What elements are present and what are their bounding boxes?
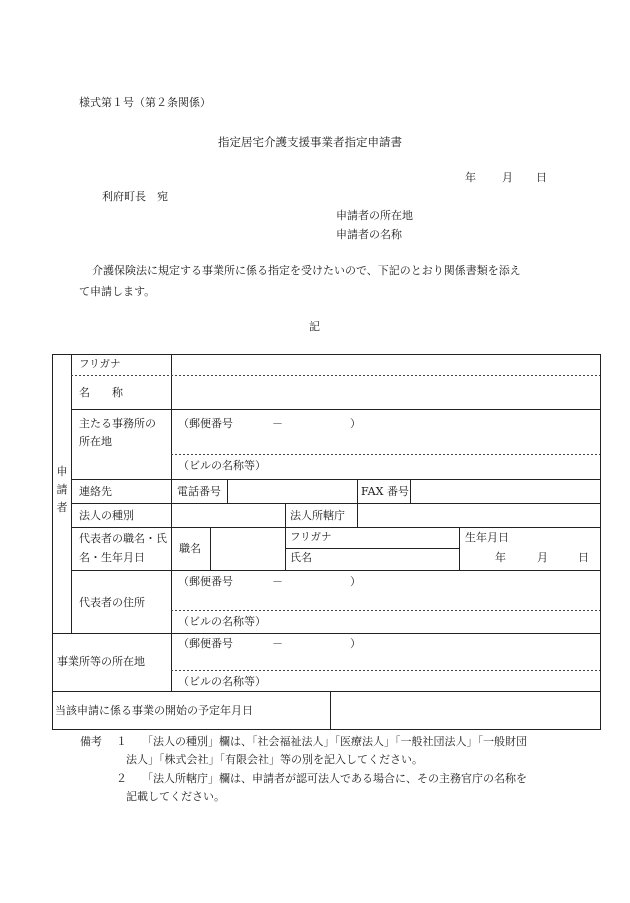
main-office-postal-dash: － [272,417,283,430]
corp-type-label: 法人の種別 [79,509,134,522]
office-building-label: （ビルの名称等） [178,675,266,688]
position-field[interactable] [211,528,285,570]
applicant-address-label: 申請者の所在地 [336,209,413,222]
applicant-name-label: 申請者の名称 [336,228,402,241]
office-address-label: 事業所等の所在地 [57,655,145,668]
name-label: 名 称 [79,386,123,399]
note-1-number: １ [116,735,127,748]
rep-address-field[interactable] [172,571,600,633]
corp-authority-field[interactable] [358,504,600,527]
position-label: 職名 [179,542,201,555]
main-office-label-1: 主たる事務所の [79,417,156,430]
rep-furigana-label: フリガナ [290,531,332,543]
note-2-line2: 記載してください。 [126,790,225,803]
office-address-field[interactable] [172,634,600,691]
rep-postal-close: ） [350,575,361,588]
birth-year-label: 年 [495,551,506,564]
ki-heading: 記 [309,320,320,333]
rep-address-label: 代表者の住所 [79,596,145,609]
office-postal-label: （郵便番号 [178,637,233,650]
side-char-1: 申 [56,465,68,478]
contact-label: 連絡先 [79,485,112,498]
office-postal-dash: － [272,637,283,650]
main-office-postal-close: ） [350,417,361,430]
body-text-line1: 介護保険法に規定する事業所に係る指定を受けたいので、下記のとおり関係書類を添え [92,264,521,277]
rep-name-label: 氏名 [290,551,312,564]
fax-label: FAX 番号 [361,485,409,498]
date-year: 年 [465,171,476,184]
document-title: 指定居宅介護支援事業者指定申請書 [218,135,402,149]
form-number: 様式第１号（第２条関係） [79,96,211,109]
office-postal-close: ） [350,637,361,650]
rep-label-2: 名・生年月日 [79,551,145,564]
corp-type-field[interactable] [172,504,285,527]
date-day: 日 [536,171,547,184]
side-char-2: 請 [56,483,68,496]
phone-label: 電話番号 [177,485,221,498]
note-2-number: ２ [116,772,127,785]
name-field[interactable] [172,376,600,409]
furigana-label: フリガナ [79,358,121,370]
start-date-field[interactable] [331,692,600,729]
corp-authority-label: 法人所轄庁 [290,509,345,522]
main-office-label-2: 所在地 [79,435,112,448]
rep-label-1: 代表者の職名・氏 [79,532,167,545]
applicant-side-label [55,466,69,520]
note-2-line1: 「法人所轄庁」欄は、申請者が認可法人である場合に、その主務官庁の名称を [142,772,527,785]
rep-postal-label: （郵便番号 [178,575,233,588]
phone-field[interactable] [228,480,357,503]
birth-day-label: 日 [578,551,589,564]
addressee: 利府町長 宛 [102,190,168,203]
rep-postal-dash: － [272,575,283,588]
date-month: 月 [502,171,513,184]
body-text-line2: て申請します。 [79,285,156,298]
birth-month-label: 月 [537,551,548,564]
fax-field[interactable] [411,480,600,503]
main-office-address-field[interactable] [172,410,600,479]
main-office-postal-label: （郵便番号 [178,417,233,430]
note-1-line2: 法人」「株式会社」「有限会社」等の別を記入してください。 [126,753,423,766]
start-date-label: 当該申請に係る事業の開始の予定年月日 [55,704,253,717]
note-1-line1: 「法人の種別」欄は、「社会福祉法人」「医療法人」「一般社団法人」「一般財団 [142,735,527,748]
birth-label: 生年月日 [465,531,509,544]
rep-building-label: （ビルの名称等） [178,615,266,628]
notes-label: 備考 [80,735,102,748]
side-char-3: 者 [56,501,68,514]
furigana-field[interactable] [172,355,600,375]
main-office-building-label: （ビルの名称等） [178,459,266,472]
